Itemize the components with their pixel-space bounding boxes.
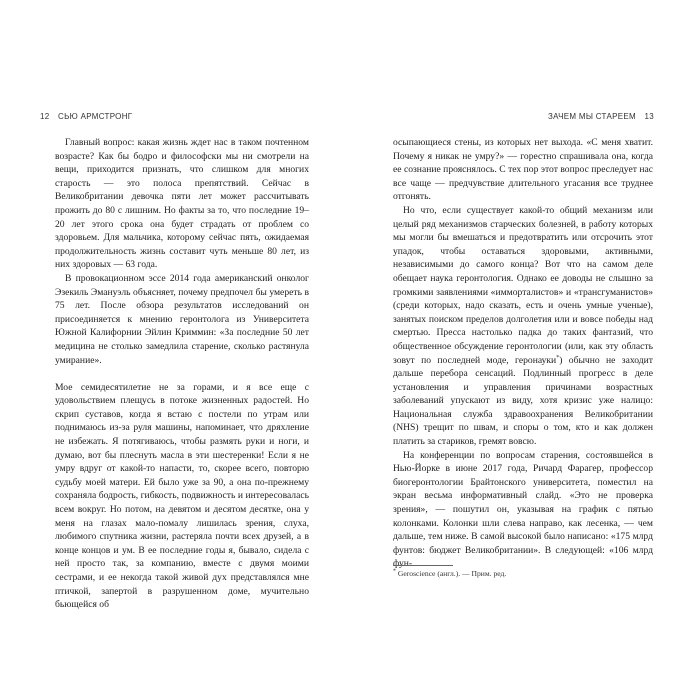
footnote-divider <box>393 565 453 566</box>
paragraph: осыпающиеся стены, из которых нет выхода. «С меня хватит. Почему я никак не умру?» — горестно спрашивала она, когда ее сознание прояснялось. С тех пор этот вопрос преследует нас все чаще — предчувствие длительного угасания все труднее отгонять. <box>393 137 653 203</box>
right-text-column <box>393 136 653 571</box>
paragraph: Главный вопрос: какая жизнь ждет нас в таком почтенном возрасте? Как бы бодро и философски мы ни смотрели на вещи, приходится признать, что слишком для многих старость — это полоса препятствий. Сейчас в Великобритании девочка пяти лет может рассчитывать прожить до 80 с лишним. Но факты за то, что последние 19–20 лет этого срока она будет страдать от проблем со здоровьем. Для мальчика, которому сейчас пять, ожидаемая продолжительность жизнь составит чуть меньше 80 лет, из них здоровых — 63 года. <box>55 137 309 271</box>
page-number: 13 <box>644 112 654 121</box>
paragraph-text: ) обычно не заходит дальше перебора сенсаций. Подлинный прогресс в деле установления и управления причинами возрастных заболеваний упускают из виду, хотя кризис уже налицо: Национальная служба здравоохранения Великобритании (NHS) трещит по швам, и споры о том, кто и как должен платить за стариков, гремят вовсю. <box>393 354 653 448</box>
footnote <box>393 569 653 578</box>
footnote-mark: * <box>393 568 396 575</box>
paragraph-text: Но что, если существует какой-то общий механизм или целый ряд механизмов старческих болезней, в работу которых мы могли бы вмешаться и предотвратить или отсрочить этот упадок, чтобы оставаться здоровыми, активными, независимыми до самого конца? Вот что на самом деле обещает наука геронтология. Однако ее доводы не слышно за громкими заявлениями «имморталистов» и «трансгуманистов» (среди которых, надо сказать, есть и очень умные ученые), занятых поиском пределов долголетия или и вовсе победы над смертью. Пресса настолько падка до таких фантазий, что общественное обсуждение геронтологии (или, как эту область зовут по последней моде, геронауки <box>393 204 653 366</box>
paragraph: Мое семидесятилетие не за горами, и я все еще с удовольствием плещусь в потоке жизненных радостей. Но скрип суставов, когда я встаю с постели по утрам или поднимаюсь из-за руля машины, напоминает, что дряхление не избежать. Я потягиваюсь, чтобы размять руки и ноги, и думаю, вот бы плеснуть масла в эти шестеренки! Если я не умру вдруг от какой-то напасти, то, скорее всего, повторю судьбу моей матери. Ей было уже за 90, а она по-прежнему сохраняла бодрость, гибкость, подвижность и интересовалась всем вокруг. Но потом, на девятом и десятом десятке, она у меня на глазах мало-помалу лишилась зрения, слуха, любимого спутника жизни, растеряла почти всех друзей, а в конце концов и ум. В ее последние годы я, бывало, сидела с ней просто так, за компанию, вместе с двумя моими сестрами, и ее некогда такой живой дух представлялся мне птичкой, запертой в разрушенном доме, мучительно бьющейся об <box>55 381 309 611</box>
footnote-mark[interactable]: * <box>556 354 560 361</box>
paragraph: В провокационном эссе 2014 года американский онколог Эзекиль Эмануэль объясняет, почему предпочел бы умереть в 75 лет. После обзора результатов исследований он присоединяется к мнению геронтолога из Университета Южной Калифорнии Эйлин Криммин: «За последние 50 лет медицина не столько замедлила старение, сколько растянула умирание». <box>55 272 309 366</box>
paragraph <box>393 204 653 449</box>
paragraph: На конференции по вопросам старения, состоявшейся в Нью-Йорке в июне 2017 года, Ричард Фарагер, профессор биогеронтологии Брайтонского университета, поместил на экран весьма информативный слайд. «Это не проверка зрения», — пошутил он, указывая на график с пятью колонками. Колонки шли слева направо, как лесенка, — чем дальше, тем ниже. В самой высокой было написано: «175 млрд фунтов: бюджет Великобритании». В следующей: «106 млрд фун- <box>393 449 653 570</box>
left-running-header <box>34 112 132 121</box>
left-text-column <box>55 136 309 612</box>
running-head: ЗАЧЕМ МЫ СТАРЕЕМ <box>547 112 636 121</box>
page-number: 12 <box>40 112 50 121</box>
right-running-header <box>548 112 660 121</box>
running-head: СЬЮ АРМСТРОНГ <box>58 112 133 121</box>
footnote-text: Geroscience (англ.). — Прим. ред. <box>397 569 507 578</box>
